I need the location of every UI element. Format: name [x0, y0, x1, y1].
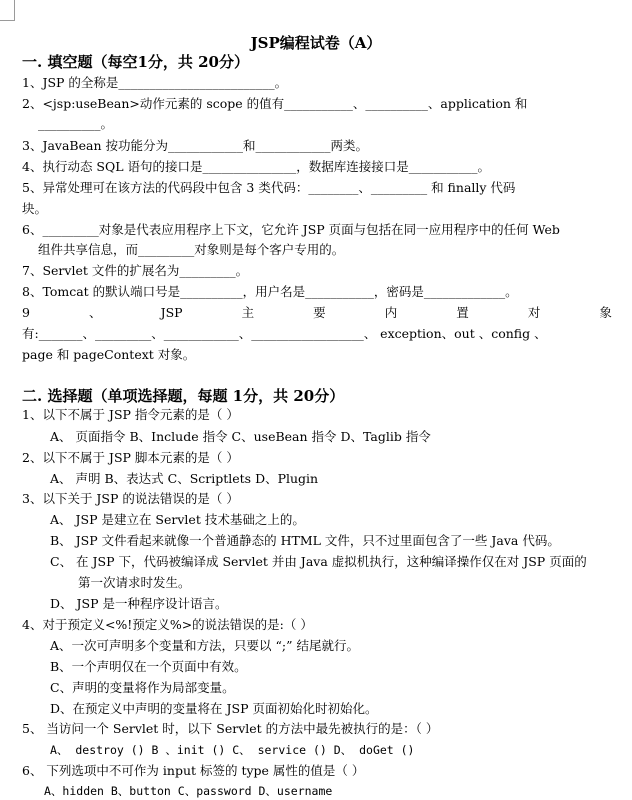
question-1-6-cont: 组件共享信息，而_________对象则是每个客户专用的。 [38, 242, 345, 257]
question-2-4-option-a: A、一次可声明多个变量和方法，只要以 “;” 结尾就行。 [50, 638, 359, 653]
q9-word: 主 [241, 305, 255, 320]
question-2-3-option-c: C、 在 JSP 下，代码被编译成 Servlet 并由 Java 虚拟机执行，这种编译操作仅在对 JSP 页面的 [50, 554, 587, 569]
question-2-6-options: A、hidden B、button C、password D、username [44, 784, 333, 798]
section-heading-fill-in: 一. 填空题（每空1分，共 20分） [22, 53, 249, 71]
question-1-9 [22, 304, 612, 322]
question-1-7: 7、Servlet 文件的扩展名为_________。 [22, 263, 249, 278]
question-1-9-cont: 有:_______、_________、____________、__________________、 exception、out 、config 、 [22, 326, 547, 341]
exam-title: JSP编程试卷（A） [250, 34, 382, 52]
q9-word: 象 [599, 305, 612, 320]
q9-word: 对 [527, 305, 541, 320]
question-1-4: 4、执行动态 SQL 语句的接口是_______________，数据库连接接口是___________。 [22, 159, 491, 174]
question-2-3-option-a: A、 JSP 是建立在 Servlet 技术基础之上的。 [50, 512, 305, 527]
page-corner-mark [0, 0, 15, 21]
q9-word: 置 [456, 305, 469, 320]
question-2-4-option-c: C、声明的变量将作为局部变量。 [50, 680, 235, 695]
question-2-2: 2、以下不属于 JSP 脚本元素的是（ ） [22, 450, 239, 465]
question-1-9-cont2: page 和 pageContext 对象。 [22, 347, 196, 362]
question-2-3-option-b: B、 JSP 文件看起来就像一个普通静态的 HTML 文件，只不过里面包含了一些 Java 代码。 [50, 533, 560, 548]
question-2-6: 6、 下列选项中不可作为 input 标签的 type 属性的值是（ ） [22, 763, 365, 778]
question-2-4: 4、对于预定义<%!预定义%>的说法错误的是:（ ） [22, 617, 313, 632]
question-2-1: 1、以下不属于 JSP 指令元素的是（ ） [22, 407, 239, 422]
question-1-5-cont: 块。 [22, 201, 48, 216]
question-2-5-options: A、 destroy () B 、init () C、 service () D、 doGet () [50, 743, 415, 757]
question-1-1: 1、JSP 的全称是_________________________。 [22, 75, 288, 90]
question-2-3-option-d: D、 JSP 是一种程序设计语言。 [50, 596, 228, 611]
question-1-5: 5、异常处理可在该方法的代码段中包含 3 类代码：________、_________ 和 finally 代码 [22, 180, 516, 195]
q9-word: 要 [313, 305, 326, 320]
question-1-2-cont: __________。 [38, 116, 114, 131]
q9-word: 9 [22, 305, 30, 320]
question-2-4-option-b: B、一个声明仅在一个页面中有效。 [50, 659, 247, 674]
question-1-8: 8、Tomcat 的默认端口号是__________，用户名是___________，密码是_____________。 [22, 284, 518, 299]
question-2-5: 5、 当访问一个 Servlet 时，以下 Servlet 的方法中最先被执行的是：（ ） [22, 721, 439, 736]
question-1-6: 6、_________对象是代表应用程序上下文，它允许 JSP 页面与包括在同一应用程序中的任何 Web [22, 222, 560, 237]
question-2-4-option-d: D、在预定义中声明的变量将在 JSP 页面初始化时初始化。 [50, 701, 378, 716]
question-2-3-option-c-cont: 第一次请求时发生。 [78, 575, 191, 590]
question-2-3: 3、以下关于 JSP 的说法错误的是（ ） [22, 491, 239, 506]
question-2-1-options: A、 页面指令 B、Include 指令 C、useBean 指令 D、Taglib 指令 [50, 429, 431, 444]
question-1-2: 2、<jsp:useBean>动作元素的 scope 的值有___________、__________、application 和 [22, 96, 528, 111]
q9-word: 、 [89, 305, 102, 320]
q9-word: JSP [160, 305, 183, 320]
section-heading-choice: 二. 选择题（单项选择题，每题 1分，共 20分） [22, 387, 345, 405]
q9-word: 内 [384, 305, 398, 320]
question-1-3: 3、JavaBean 按功能分为____________和____________两类。 [22, 138, 368, 153]
question-2-2-options: A、 声明 B、表达式 C、Scriptlets D、Plugin [50, 471, 319, 486]
